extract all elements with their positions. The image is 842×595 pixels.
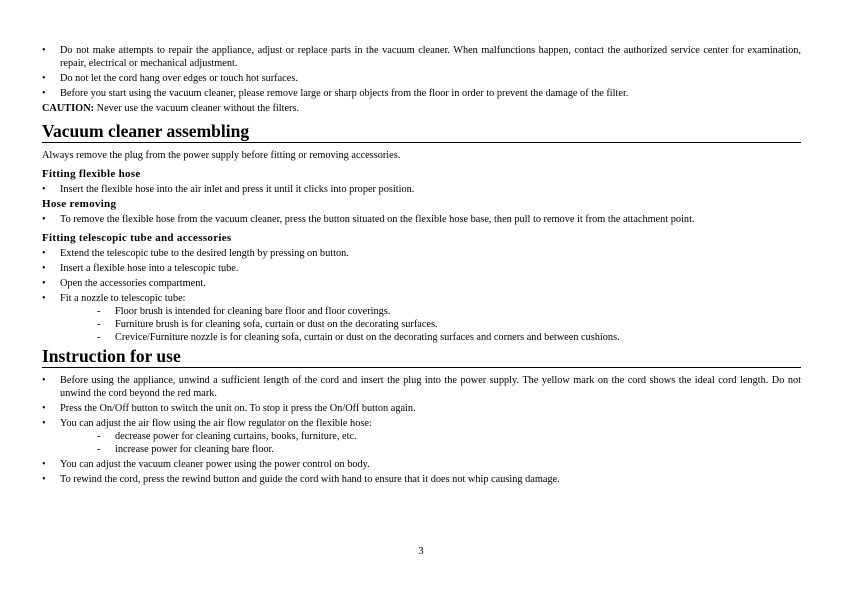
list-item: • To remove the flexible hose from the vacuum cleaner, press the button situated on the flexible hose base, then pull to remove it from the attachment point. bbox=[42, 213, 801, 226]
list-item: • Insert a flexible hose into a telescopic tube. bbox=[42, 262, 801, 275]
list-item: • Insert the flexible hose into the air inlet and press it until it clicks into proper position. bbox=[42, 183, 801, 196]
section-heading-assembling: Vacuum cleaner assembling bbox=[42, 122, 801, 143]
list-item: - Floor brush is intended for cleaning bare floor and floor coverings. bbox=[97, 305, 801, 318]
section-heading-instruction: Instruction for use bbox=[42, 347, 801, 368]
safety-bullet-list bbox=[42, 44, 801, 100]
telescopic-tube-list bbox=[42, 247, 801, 305]
list-item: • Extend the telescopic tube to the desired length by pressing on button. bbox=[42, 247, 801, 260]
list-item: • Do not let the cord hang over edges or touch hot surfaces. bbox=[42, 72, 801, 85]
list-item: • Do not make attempts to repair the appliance, adjust or replace parts in the vacuum cleaner. When malfunctions happen, contact the authorized service center for examination, repair, electrical or mechanical adjustment. bbox=[42, 44, 801, 70]
subheading-telescopic-tube: Fitting telescopic tube and accessories bbox=[42, 232, 232, 244]
nozzle-dash-list bbox=[42, 305, 801, 344]
fitting-hose-list bbox=[42, 183, 801, 196]
list-item: • Before using the appliance, unwind a sufficient length of the cord and insert the plug into the power supply. The yellow mark on the cord shows the ideal cord length. Do not unwind the cord beyond the red mark. bbox=[42, 374, 801, 400]
list-item: • Press the On/Off button to switch the unit on. To stop it press the On/Off button again. bbox=[42, 402, 801, 415]
caution-note bbox=[42, 102, 801, 115]
list-item: • Open the accessories compartment. bbox=[42, 277, 801, 290]
list-item: • To rewind the cord, press the rewind button and guide the cord with hand to ensure that it does not whip causing damage. bbox=[42, 473, 801, 486]
assembling-intro: Always remove the plug from the power supply before fitting or removing accessories. bbox=[42, 150, 401, 161]
instruction-list-b bbox=[42, 458, 801, 486]
list-item: • You can adjust the air flow using the air flow regulator on the flexible hose: bbox=[42, 417, 801, 430]
list-item: • Fit a nozzle to telescopic tube: bbox=[42, 292, 801, 305]
airflow-dash-list bbox=[42, 430, 801, 456]
list-item: • Before you start using the vacuum cleaner, please remove large or sharp objects from the floor in order to prevent the damage of the filter. bbox=[42, 87, 801, 100]
caution-text: Never use the vacuum cleaner without the filters. bbox=[94, 103, 300, 114]
subheading-fitting-hose: Fitting flexible hose bbox=[42, 168, 141, 180]
list-item: - Crevice/Furniture nozzle is for cleaning sofa, curtain or dust on the decorating surfaces and corners and between cushions. bbox=[97, 331, 801, 344]
list-item: - Furniture brush is for cleaning sofa, curtain or dust on the decorating surfaces. bbox=[97, 318, 801, 331]
caution-label: CAUTION: bbox=[42, 103, 95, 114]
subheading-hose-removing: Hose removing bbox=[42, 198, 117, 210]
list-item: - decrease power for cleaning curtains, books, furniture, etc. bbox=[97, 430, 801, 443]
list-item: • You can adjust the vacuum cleaner power using the power control on body. bbox=[42, 458, 801, 471]
manual-page bbox=[42, 44, 801, 488]
hose-removing-list bbox=[42, 213, 801, 226]
list-item: - increase power for cleaning bare floor. bbox=[97, 443, 801, 456]
page-number: 3 bbox=[418, 546, 424, 557]
instruction-list-a bbox=[42, 374, 801, 430]
